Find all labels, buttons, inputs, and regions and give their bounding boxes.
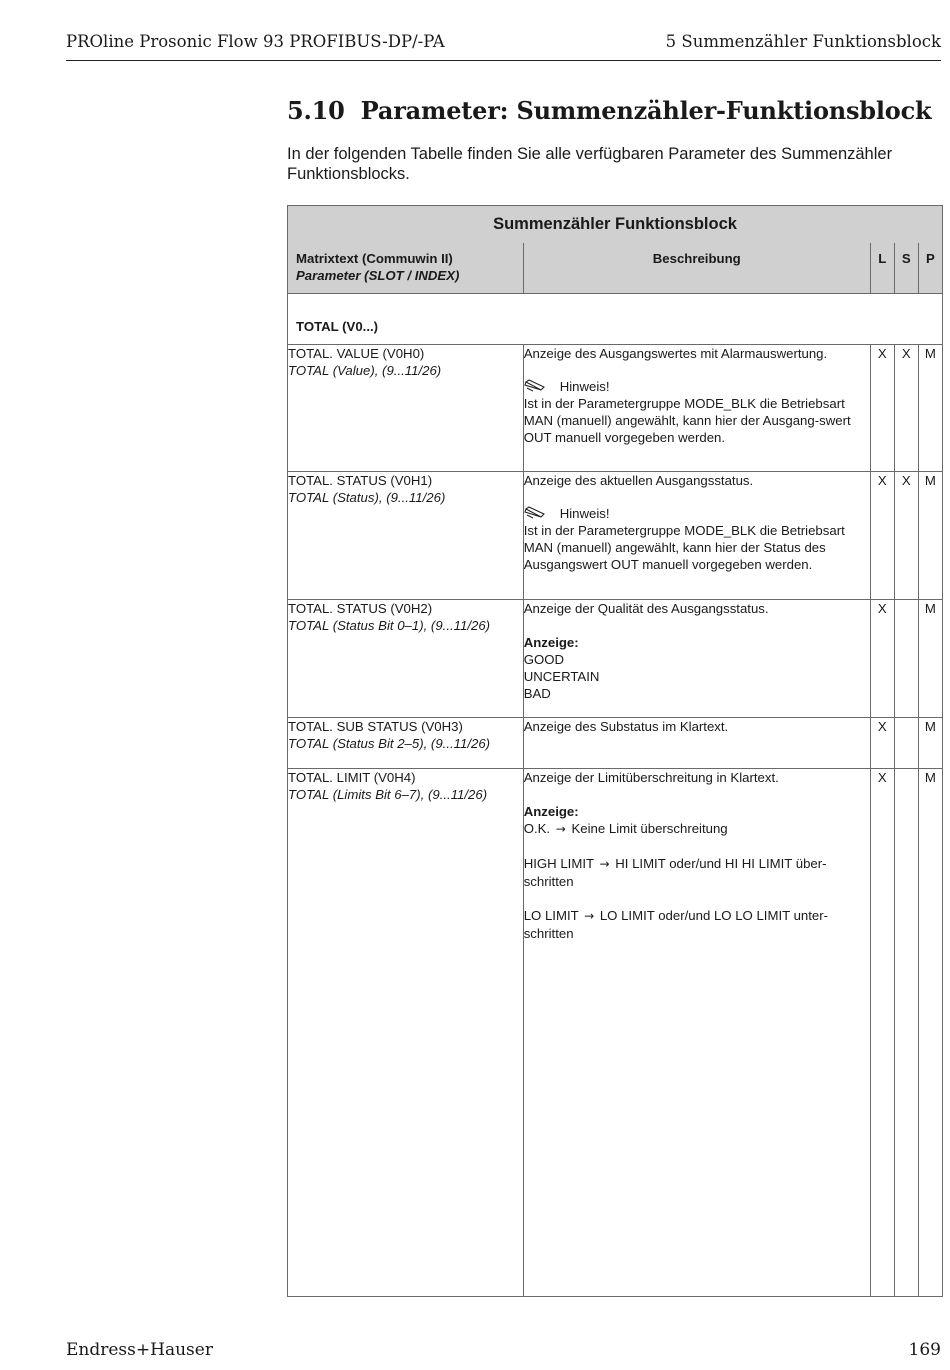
- display-label: Anzeige:: [523, 804, 579, 819]
- column-header-s: S: [894, 243, 918, 294]
- note-block: [524, 378, 870, 446]
- header-rule: [66, 60, 941, 61]
- param-slot-index: TOTAL (Value), (9...11/26): [288, 363, 442, 378]
- col1-line1: Matrixtext (Commuwin II): [296, 251, 453, 266]
- column-header-matrixtext: [288, 243, 524, 294]
- table-row: [288, 600, 943, 718]
- running-header-chapter: 5 Summenzähler Funktionsblock: [665, 32, 941, 51]
- description-cell: [523, 769, 870, 1297]
- description-text: Anzeige der Limitüberschreitung in Klartext.: [523, 770, 779, 785]
- flag-s: [894, 769, 918, 1297]
- section-title: [287, 96, 931, 125]
- limit-key: HIGH LIMIT: [523, 856, 594, 871]
- limit-text: HI LIMIT oder/und HI HI LIMIT über-schritten: [523, 856, 827, 889]
- param-cell: [288, 472, 524, 600]
- description-text: Anzeige des aktuellen Ausgangsstatus.: [523, 473, 754, 488]
- flag-l: X: [870, 345, 894, 472]
- running-header-title: PROline Prosonic Flow 93 PROFIBUS-DP/-PA: [66, 32, 445, 51]
- column-header-beschreibung: Beschreibung: [523, 243, 870, 294]
- group-label: TOTAL (V0...): [296, 319, 379, 334]
- limit-entry: [524, 820, 870, 838]
- status-value: UNCERTAIN: [523, 669, 600, 684]
- display-label: Anzeige:: [523, 635, 579, 650]
- note-label: Hinweis!: [559, 506, 610, 521]
- note-label: Hinweis!: [559, 379, 610, 394]
- status-value: BAD: [523, 686, 551, 701]
- flag-s: X: [894, 345, 918, 472]
- arrow-right-icon: →: [584, 909, 595, 923]
- note-text: Ist in der Parametergruppe MODE_BLK die Betriebsart MAN (manuell) angewählt, kann hier der Status des Ausgangswert OUT manuell vorgegeben werden.: [523, 523, 845, 572]
- description-text: Anzeige des Ausgangswertes mit Alarmauswertung.: [523, 346, 828, 361]
- intro-paragraph: In der folgenden Tabelle finden Sie alle verfügbaren Parameter des Summenzähler Funktionsblocks.: [287, 145, 893, 183]
- param-slot-index: TOTAL (Status Bit 0–1), (9...11/26): [288, 618, 491, 633]
- arrow-right-icon: →: [599, 857, 610, 871]
- description-cell: [523, 345, 870, 472]
- footer-brand: Endress+Hauser: [66, 1340, 213, 1360]
- page-number: 169: [908, 1340, 941, 1360]
- group-row: [288, 294, 943, 345]
- column-header-p: P: [918, 243, 942, 294]
- flag-p: M: [918, 769, 942, 1297]
- arrow-right-icon: →: [555, 822, 566, 836]
- param-cell: [288, 345, 524, 472]
- param-slot-index: TOTAL (Limits Bit 6–7), (9...11/26): [288, 787, 488, 802]
- param-name: TOTAL. STATUS (V0H2): [288, 601, 433, 616]
- param-name: TOTAL. LIMIT (V0H4): [288, 770, 416, 785]
- flag-l: X: [870, 472, 894, 600]
- param-name: TOTAL. STATUS (V0H1): [288, 473, 433, 488]
- table-title: Summenzähler Funktionsblock: [288, 206, 943, 244]
- status-value: GOOD: [523, 652, 564, 667]
- note-block: [524, 505, 870, 573]
- limit-entry: [524, 907, 870, 942]
- flag-l: X: [870, 769, 894, 1297]
- table-row: [288, 345, 943, 472]
- flag-p: M: [918, 718, 942, 769]
- flag-p: M: [918, 600, 942, 718]
- flag-p: M: [918, 345, 942, 472]
- param-cell: [288, 769, 524, 1297]
- limit-key: O.K.: [523, 821, 551, 836]
- description-text: Anzeige der Qualität des Ausgangsstatus.: [523, 601, 769, 616]
- column-header-l: L: [870, 243, 894, 294]
- table-row: [288, 718, 943, 769]
- flag-p: M: [918, 472, 942, 600]
- section-number: 5.10: [287, 96, 345, 125]
- description-cell: [523, 718, 870, 769]
- table-row: [288, 472, 943, 600]
- limit-entry: [524, 855, 870, 890]
- col1-line2: Parameter (SLOT / INDEX): [296, 268, 460, 283]
- description-text: Anzeige des Substatus im Klartext.: [523, 719, 729, 734]
- flag-l: X: [870, 718, 894, 769]
- limit-key: LO LIMIT: [523, 908, 579, 923]
- pencil-note-icon: [524, 379, 546, 393]
- description-cell: [523, 472, 870, 600]
- flag-s: [894, 718, 918, 769]
- table-row: [288, 769, 943, 1297]
- section-heading: Parameter: Summenzähler-Funktionsblock: [360, 96, 932, 125]
- description-cell: [523, 600, 870, 718]
- limit-text: LO LIMIT oder/und LO LO LIMIT unter-schritten: [523, 908, 829, 941]
- param-slot-index: TOTAL (Status), (9...11/26): [288, 490, 446, 505]
- param-cell: [288, 600, 524, 718]
- flag-s: [894, 600, 918, 718]
- param-name: TOTAL. VALUE (V0H0): [288, 346, 425, 361]
- pencil-note-icon: [524, 506, 546, 520]
- param-name: TOTAL. SUB STATUS (V0H3): [288, 719, 463, 734]
- flag-s: X: [894, 472, 918, 600]
- flag-l: X: [870, 600, 894, 718]
- param-cell: [288, 718, 524, 769]
- parameter-table: [287, 205, 943, 1297]
- note-text: Ist in der Parametergruppe MODE_BLK die Betriebsart MAN (manuell) angewählt, kann hier der Ausgang-swert OUT manuell vorgegeben werden.: [523, 396, 851, 445]
- limit-text: Keine Limit überschreitung: [571, 821, 728, 836]
- param-slot-index: TOTAL (Status Bit 2–5), (9...11/26): [288, 736, 491, 751]
